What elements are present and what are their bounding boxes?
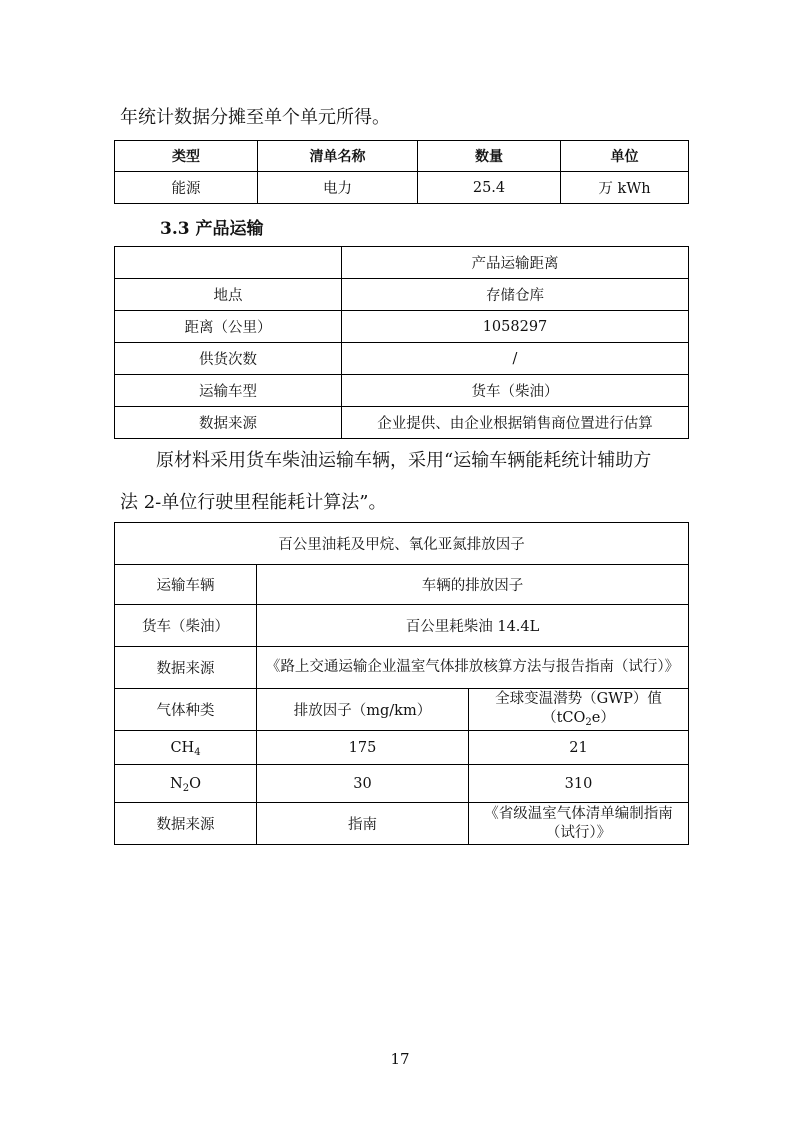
source2-gwp: 《省级温室气体清单编制指南（试行）》: [469, 803, 689, 845]
gwp-header-unit-sub: 2: [585, 717, 592, 728]
truck-fuel-value: 百公里耗柴油 14.4L: [257, 605, 689, 647]
row-label-vehicle-type: 运输车型: [115, 375, 342, 407]
cell-quantity: 25.4: [418, 172, 561, 204]
row-label-data-source: 数据来源: [115, 407, 342, 439]
row-label-supply-count: 供货次数: [115, 343, 342, 375]
vehicle-label: 运输车辆: [115, 565, 257, 605]
header-quantity: 数量: [418, 141, 561, 172]
emission-factor-table: [114, 522, 689, 845]
n2o-label-post: O: [189, 775, 201, 792]
n2o-gwp: 310: [469, 765, 689, 803]
row-value-vehicle-type: 货车（柴油）: [342, 375, 689, 407]
row-value-location: 存储仓库: [342, 279, 689, 311]
ch4-label-sub: 4: [194, 746, 201, 758]
source2-factor: 指南: [257, 803, 469, 845]
transport-distance-table: [114, 246, 689, 439]
table-row: [115, 803, 689, 845]
truck-label: 货车（柴油）: [115, 605, 257, 647]
ch4-gwp: 21: [469, 731, 689, 765]
row-label-location: 地点: [115, 279, 342, 311]
header-type: 类型: [115, 141, 258, 172]
intro-line: 年统计数据分摊至单个单元所得。: [120, 107, 390, 128]
transport-header-row: [115, 247, 689, 279]
cell-type: 能源: [115, 172, 258, 204]
table-row: [115, 172, 689, 204]
ch4-label: [115, 731, 257, 765]
n2o-factor: 30: [257, 765, 469, 803]
header-unit: 单位: [561, 141, 689, 172]
gwp-header-unit-pre: （tCO: [542, 710, 586, 726]
cell-item-name: 电力: [258, 172, 418, 204]
energy-table: [114, 140, 689, 204]
table-row: [115, 407, 689, 439]
empty-corner-cell: [115, 247, 342, 279]
emission-factor-header: 排放因子（mg/km）: [257, 689, 469, 731]
transport-header: 产品运输距离: [342, 247, 689, 279]
paragraph-line-1: 原材料采用货车柴油运输车辆，采用“运输车辆能耗统计辅助方: [156, 450, 652, 471]
row-label-distance: 距离（公里）: [115, 311, 342, 343]
row-value-data-source: 企业提供、由企业根据销售商位置进行估算: [342, 407, 689, 439]
n2o-label: [115, 765, 257, 803]
paragraph-line-2: 法 2-单位行驶里程能耗计算法”。: [120, 492, 387, 513]
header-item-name: 清单名称: [258, 141, 418, 172]
cell-unit: 万 kWh: [561, 172, 689, 204]
emission-table-title: 百公里油耗及甲烷、氧化亚氮排放因子: [115, 523, 689, 565]
table-row: [115, 343, 689, 375]
ch4-label-pre: CH: [170, 739, 195, 756]
row-value-distance: 1058297: [342, 311, 689, 343]
n2o-label-sub: 2: [182, 782, 190, 794]
table-row: [115, 689, 689, 731]
table-row: [115, 375, 689, 407]
row-value-supply-count: /: [342, 343, 689, 375]
emission-title-row: [115, 523, 689, 565]
table-row: [115, 731, 689, 765]
source-value: 《路上交通运输企业温室气体排放核算方法与报告指南（试行）》: [257, 647, 689, 689]
gwp-header: [469, 689, 689, 731]
ch4-factor: 175: [257, 731, 469, 765]
section-heading: 3.3 产品运输: [160, 219, 264, 239]
table-row: [115, 647, 689, 689]
gwp-header-unit-post: e）: [591, 710, 615, 726]
table-row: [115, 765, 689, 803]
vehicle-emission-header: 车辆的排放因子: [257, 565, 689, 605]
source-label: 数据来源: [115, 647, 257, 689]
gwp-header-line1: 全球变温潜势（GWP）值: [495, 691, 662, 707]
table-row: [115, 279, 689, 311]
page-number: 17: [390, 1050, 410, 1068]
source2-label: 数据来源: [115, 803, 257, 845]
table-row: [115, 605, 689, 647]
energy-table-header-row: [115, 141, 689, 172]
table-row: [115, 311, 689, 343]
table-row: [115, 565, 689, 605]
gas-type-label: 气体种类: [115, 689, 257, 731]
n2o-label-pre: N: [170, 775, 183, 792]
